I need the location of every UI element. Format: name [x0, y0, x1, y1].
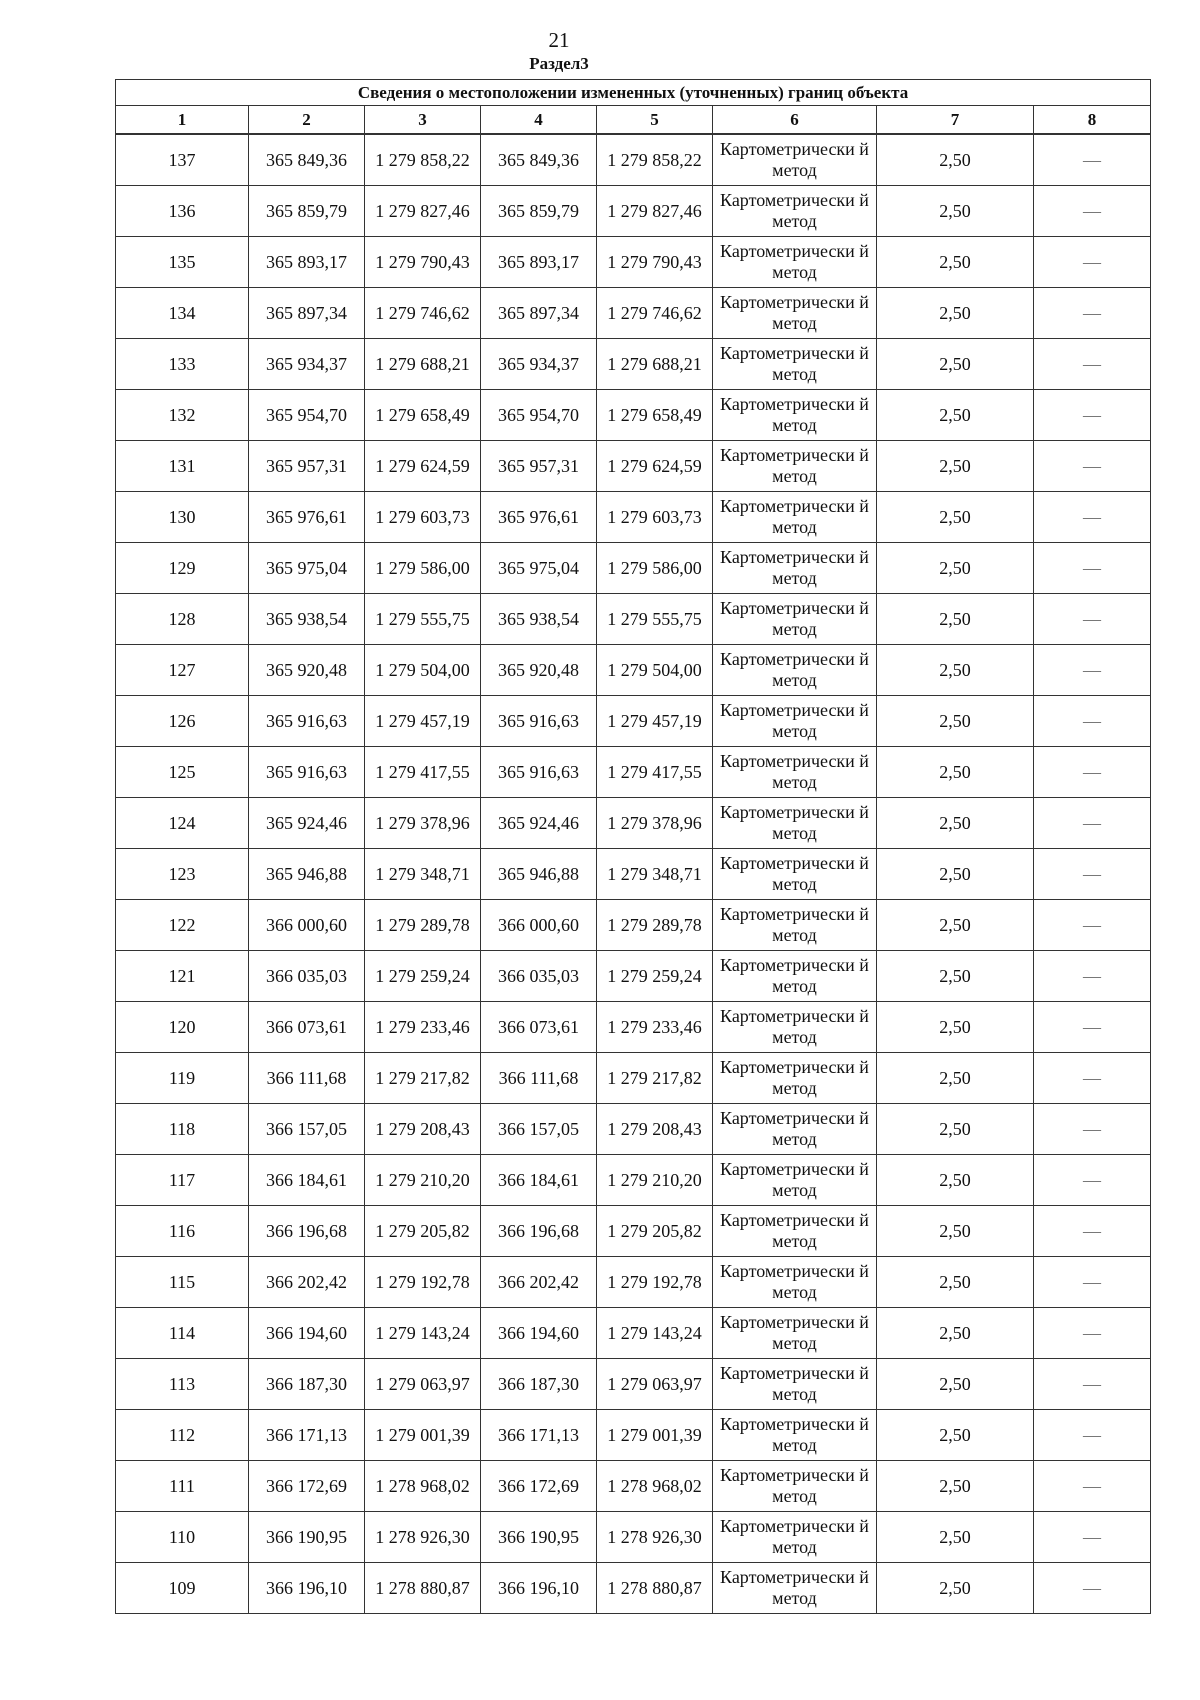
column-number: 8 [1034, 106, 1151, 135]
y-old-cell: 1 279 688,21 [365, 339, 481, 390]
table-row [116, 1002, 1151, 1053]
x-old-cell: 365 938,54 [249, 594, 365, 645]
y-new-cell: 1 279 378,96 [597, 798, 713, 849]
precision-cell: 2,50 [877, 390, 1034, 441]
method-cell: Картометрически й метод [713, 339, 877, 390]
description-cell: — [1034, 441, 1151, 492]
method-cell: Картометрически й метод [713, 1461, 877, 1512]
y-new-cell: 1 279 658,49 [597, 390, 713, 441]
y-new-cell: 1 279 208,43 [597, 1104, 713, 1155]
column-number: 3 [365, 106, 481, 135]
x-new-cell: 366 157,05 [481, 1104, 597, 1155]
description-cell: — [1034, 543, 1151, 594]
method-cell: Картометрически й метод [713, 849, 877, 900]
y-old-cell: 1 279 217,82 [365, 1053, 481, 1104]
column-number: 4 [481, 106, 597, 135]
x-new-cell: 366 196,68 [481, 1206, 597, 1257]
x-old-cell: 366 190,95 [249, 1512, 365, 1563]
description-cell: — [1034, 1563, 1151, 1614]
column-number: 6 [713, 106, 877, 135]
x-new-cell: 366 184,61 [481, 1155, 597, 1206]
x-old-cell: 366 202,42 [249, 1257, 365, 1308]
y-old-cell: 1 279 790,43 [365, 237, 481, 288]
method-cell: Картометрически й метод [713, 492, 877, 543]
precision-cell: 2,50 [877, 1410, 1034, 1461]
precision-cell: 2,50 [877, 900, 1034, 951]
point-number-cell: 126 [116, 696, 249, 747]
description-cell: — [1034, 390, 1151, 441]
column-number: 5 [597, 106, 713, 135]
x-new-cell: 366 190,95 [481, 1512, 597, 1563]
method-cell: Картометрически й метод [713, 237, 877, 288]
table-row [116, 1512, 1151, 1563]
point-number-cell: 127 [116, 645, 249, 696]
precision-cell: 2,50 [877, 1359, 1034, 1410]
x-new-cell: 366 172,69 [481, 1461, 597, 1512]
x-new-cell: 365 924,46 [481, 798, 597, 849]
method-cell: Картометрически й метод [713, 747, 877, 798]
method-cell: Картометрически й метод [713, 186, 877, 237]
table-row [116, 1563, 1151, 1614]
y-new-cell: 1 278 926,30 [597, 1512, 713, 1563]
table-row [116, 390, 1151, 441]
x-new-cell: 365 859,79 [481, 186, 597, 237]
x-old-cell: 366 194,60 [249, 1308, 365, 1359]
x-new-cell: 365 897,34 [481, 288, 597, 339]
y-old-cell: 1 279 259,24 [365, 951, 481, 1002]
x-old-cell: 365 924,46 [249, 798, 365, 849]
y-old-cell: 1 279 233,46 [365, 1002, 481, 1053]
point-number-cell: 110 [116, 1512, 249, 1563]
method-cell: Картометрически й метод [713, 1410, 877, 1461]
y-new-cell: 1 279 688,21 [597, 339, 713, 390]
table-row [116, 798, 1151, 849]
table-row [116, 288, 1151, 339]
point-number-cell: 118 [116, 1104, 249, 1155]
y-new-cell: 1 279 417,55 [597, 747, 713, 798]
method-cell: Картометрически й метод [713, 798, 877, 849]
precision-cell: 2,50 [877, 186, 1034, 237]
point-number-cell: 115 [116, 1257, 249, 1308]
y-old-cell: 1 279 417,55 [365, 747, 481, 798]
y-old-cell: 1 279 658,49 [365, 390, 481, 441]
method-cell: Картометрически й метод [713, 1359, 877, 1410]
precision-cell: 2,50 [877, 1563, 1034, 1614]
description-cell: — [1034, 288, 1151, 339]
description-cell: — [1034, 1308, 1151, 1359]
method-cell: Картометрически й метод [713, 288, 877, 339]
y-new-cell: 1 279 457,19 [597, 696, 713, 747]
method-cell: Картометрически й метод [713, 1308, 877, 1359]
y-new-cell: 1 279 217,82 [597, 1053, 713, 1104]
x-old-cell: 366 111,68 [249, 1053, 365, 1104]
column-number: 2 [249, 106, 365, 135]
x-new-cell: 365 976,61 [481, 492, 597, 543]
method-cell: Картометрически й метод [713, 1257, 877, 1308]
y-new-cell: 1 279 858,22 [597, 134, 713, 186]
x-new-cell: 366 187,30 [481, 1359, 597, 1410]
y-old-cell: 1 279 210,20 [365, 1155, 481, 1206]
x-old-cell: 366 196,68 [249, 1206, 365, 1257]
description-cell: — [1034, 1053, 1151, 1104]
table-row [116, 1104, 1151, 1155]
table-row [116, 594, 1151, 645]
y-old-cell: 1 279 063,97 [365, 1359, 481, 1410]
x-new-cell: 365 893,17 [481, 237, 597, 288]
x-new-cell: 366 000,60 [481, 900, 597, 951]
method-cell: Картометрически й метод [713, 1002, 877, 1053]
point-number-cell: 132 [116, 390, 249, 441]
x-new-cell: 365 916,63 [481, 696, 597, 747]
y-old-cell: 1 279 504,00 [365, 645, 481, 696]
y-new-cell: 1 279 603,73 [597, 492, 713, 543]
table-row [116, 849, 1151, 900]
table-row [116, 1410, 1151, 1461]
y-new-cell: 1 279 348,71 [597, 849, 713, 900]
x-old-cell: 365 893,17 [249, 237, 365, 288]
point-number-cell: 122 [116, 900, 249, 951]
point-number-cell: 120 [116, 1002, 249, 1053]
method-cell: Картометрически й метод [713, 1206, 877, 1257]
precision-cell: 2,50 [877, 543, 1034, 594]
column-number-row [116, 106, 1151, 135]
description-cell: — [1034, 849, 1151, 900]
y-old-cell: 1 279 378,96 [365, 798, 481, 849]
point-number-cell: 113 [116, 1359, 249, 1410]
point-number-cell: 117 [116, 1155, 249, 1206]
table-row [116, 900, 1151, 951]
y-old-cell: 1 279 746,62 [365, 288, 481, 339]
point-number-cell: 128 [116, 594, 249, 645]
y-old-cell: 1 279 289,78 [365, 900, 481, 951]
x-new-cell: 365 938,54 [481, 594, 597, 645]
precision-cell: 2,50 [877, 492, 1034, 543]
point-number-cell: 114 [116, 1308, 249, 1359]
point-number-cell: 124 [116, 798, 249, 849]
precision-cell: 2,50 [877, 951, 1034, 1002]
x-old-cell: 365 954,70 [249, 390, 365, 441]
x-old-cell: 366 000,60 [249, 900, 365, 951]
method-cell: Картометрически й метод [713, 1512, 877, 1563]
description-cell: — [1034, 1410, 1151, 1461]
description-cell: — [1034, 237, 1151, 288]
method-cell: Картометрически й метод [713, 441, 877, 492]
precision-cell: 2,50 [877, 645, 1034, 696]
precision-cell: 2,50 [877, 1461, 1034, 1512]
precision-cell: 2,50 [877, 594, 1034, 645]
x-new-cell: 366 194,60 [481, 1308, 597, 1359]
point-number-cell: 134 [116, 288, 249, 339]
x-old-cell: 365 859,79 [249, 186, 365, 237]
method-cell: Картометрически й метод [713, 951, 877, 1002]
description-cell: — [1034, 134, 1151, 186]
description-cell: — [1034, 594, 1151, 645]
table-row [116, 747, 1151, 798]
point-number-cell: 125 [116, 747, 249, 798]
point-number-cell: 135 [116, 237, 249, 288]
y-old-cell: 1 278 926,30 [365, 1512, 481, 1563]
x-old-cell: 365 976,61 [249, 492, 365, 543]
y-new-cell: 1 278 880,87 [597, 1563, 713, 1614]
point-number-cell: 121 [116, 951, 249, 1002]
x-old-cell: 365 849,36 [249, 134, 365, 186]
description-cell: — [1034, 492, 1151, 543]
method-cell: Картометрически й метод [713, 1104, 877, 1155]
table-row [116, 696, 1151, 747]
y-new-cell: 1 279 210,20 [597, 1155, 713, 1206]
point-number-cell: 123 [116, 849, 249, 900]
x-old-cell: 366 073,61 [249, 1002, 365, 1053]
x-new-cell: 366 196,10 [481, 1563, 597, 1614]
section-title: Раздел3 [529, 54, 589, 73]
precision-cell: 2,50 [877, 134, 1034, 186]
y-new-cell: 1 279 289,78 [597, 900, 713, 951]
y-old-cell: 1 279 348,71 [365, 849, 481, 900]
precision-cell: 2,50 [877, 441, 1034, 492]
y-old-cell: 1 279 208,43 [365, 1104, 481, 1155]
description-cell: — [1034, 186, 1151, 237]
x-new-cell: 365 920,48 [481, 645, 597, 696]
y-new-cell: 1 279 586,00 [597, 543, 713, 594]
description-cell: — [1034, 951, 1151, 1002]
x-old-cell: 366 171,13 [249, 1410, 365, 1461]
table-row [116, 186, 1151, 237]
description-cell: — [1034, 1002, 1151, 1053]
description-cell: — [1034, 696, 1151, 747]
method-cell: Картометрически й метод [713, 594, 877, 645]
x-old-cell: 365 920,48 [249, 645, 365, 696]
y-new-cell: 1 279 143,24 [597, 1308, 713, 1359]
y-old-cell: 1 279 205,82 [365, 1206, 481, 1257]
description-cell: — [1034, 1461, 1151, 1512]
column-number: 7 [877, 106, 1034, 135]
y-new-cell: 1 279 746,62 [597, 288, 713, 339]
method-cell: Картометрически й метод [713, 390, 877, 441]
method-cell: Картометрически й метод [713, 1563, 877, 1614]
method-cell: Картометрически й метод [713, 645, 877, 696]
description-cell: — [1034, 1104, 1151, 1155]
table-row [116, 1257, 1151, 1308]
x-old-cell: 365 897,34 [249, 288, 365, 339]
table-row [116, 543, 1151, 594]
description-cell: — [1034, 1206, 1151, 1257]
y-old-cell: 1 279 624,59 [365, 441, 481, 492]
y-new-cell: 1 279 624,59 [597, 441, 713, 492]
table-row [116, 441, 1151, 492]
y-old-cell: 1 279 555,75 [365, 594, 481, 645]
x-old-cell: 366 187,30 [249, 1359, 365, 1410]
x-new-cell: 365 849,36 [481, 134, 597, 186]
table-row [116, 1308, 1151, 1359]
x-old-cell: 365 916,63 [249, 696, 365, 747]
point-number-cell: 111 [116, 1461, 249, 1512]
x-new-cell: 365 934,37 [481, 339, 597, 390]
point-number-cell: 136 [116, 186, 249, 237]
x-new-cell: 365 916,63 [481, 747, 597, 798]
point-number-cell: 131 [116, 441, 249, 492]
table-row [116, 951, 1151, 1002]
description-cell: — [1034, 747, 1151, 798]
precision-cell: 2,50 [877, 1002, 1034, 1053]
precision-cell: 2,50 [877, 696, 1034, 747]
y-new-cell: 1 279 827,46 [597, 186, 713, 237]
precision-cell: 2,50 [877, 1308, 1034, 1359]
table-row [116, 1155, 1151, 1206]
y-new-cell: 1 279 504,00 [597, 645, 713, 696]
precision-cell: 2,50 [877, 1104, 1034, 1155]
precision-cell: 2,50 [877, 798, 1034, 849]
point-number-cell: 129 [116, 543, 249, 594]
table-row [116, 645, 1151, 696]
precision-cell: 2,50 [877, 1053, 1034, 1104]
point-number-cell: 119 [116, 1053, 249, 1104]
x-new-cell: 366 171,13 [481, 1410, 597, 1461]
y-old-cell: 1 278 880,87 [365, 1563, 481, 1614]
precision-cell: 2,50 [877, 1206, 1034, 1257]
precision-cell: 2,50 [877, 1512, 1034, 1563]
point-number-cell: 133 [116, 339, 249, 390]
x-old-cell: 366 196,10 [249, 1563, 365, 1614]
description-cell: — [1034, 339, 1151, 390]
y-old-cell: 1 278 968,02 [365, 1461, 481, 1512]
y-new-cell: 1 278 968,02 [597, 1461, 713, 1512]
description-cell: — [1034, 798, 1151, 849]
table-row [116, 339, 1151, 390]
description-cell: — [1034, 1512, 1151, 1563]
description-cell: — [1034, 645, 1151, 696]
y-old-cell: 1 279 827,46 [365, 186, 481, 237]
point-number-cell: 116 [116, 1206, 249, 1257]
y-new-cell: 1 279 205,82 [597, 1206, 713, 1257]
x-new-cell: 366 035,03 [481, 951, 597, 1002]
y-old-cell: 1 279 586,00 [365, 543, 481, 594]
method-cell: Картометрически й метод [713, 696, 877, 747]
x-old-cell: 366 035,03 [249, 951, 365, 1002]
table-row [116, 134, 1151, 186]
description-cell: — [1034, 1257, 1151, 1308]
y-new-cell: 1 279 192,78 [597, 1257, 713, 1308]
x-new-cell: 366 073,61 [481, 1002, 597, 1053]
boundary-coordinates-table [115, 79, 1151, 1614]
x-new-cell: 365 957,31 [481, 441, 597, 492]
y-old-cell: 1 279 457,19 [365, 696, 481, 747]
x-old-cell: 365 957,31 [249, 441, 365, 492]
y-old-cell: 1 279 001,39 [365, 1410, 481, 1461]
table-caption: Сведения о местоположении измененных (уточненных) границ объекта [116, 80, 1151, 106]
column-number: 1 [116, 106, 249, 135]
point-number-cell: 112 [116, 1410, 249, 1461]
y-old-cell: 1 279 192,78 [365, 1257, 481, 1308]
precision-cell: 2,50 [877, 1155, 1034, 1206]
x-old-cell: 365 975,04 [249, 543, 365, 594]
y-new-cell: 1 279 790,43 [597, 237, 713, 288]
description-cell: — [1034, 1359, 1151, 1410]
y-new-cell: 1 279 555,75 [597, 594, 713, 645]
point-number-cell: 109 [116, 1563, 249, 1614]
method-cell: Картометрически й метод [713, 134, 877, 186]
x-new-cell: 365 946,88 [481, 849, 597, 900]
precision-cell: 2,50 [877, 339, 1034, 390]
x-new-cell: 365 975,04 [481, 543, 597, 594]
x-old-cell: 365 934,37 [249, 339, 365, 390]
x-old-cell: 365 946,88 [249, 849, 365, 900]
table-row [116, 492, 1151, 543]
table-row [116, 1461, 1151, 1512]
x-old-cell: 366 184,61 [249, 1155, 365, 1206]
x-old-cell: 366 157,05 [249, 1104, 365, 1155]
point-number-cell: 137 [116, 134, 249, 186]
x-new-cell: 366 111,68 [481, 1053, 597, 1104]
x-old-cell: 366 172,69 [249, 1461, 365, 1512]
x-new-cell: 365 954,70 [481, 390, 597, 441]
method-cell: Картометрически й метод [713, 900, 877, 951]
table-row [116, 1359, 1151, 1410]
method-cell: Картометрически й метод [713, 543, 877, 594]
precision-cell: 2,50 [877, 237, 1034, 288]
y-old-cell: 1 279 603,73 [365, 492, 481, 543]
precision-cell: 2,50 [877, 1257, 1034, 1308]
description-cell: — [1034, 1155, 1151, 1206]
precision-cell: 2,50 [877, 288, 1034, 339]
x-old-cell: 365 916,63 [249, 747, 365, 798]
point-number-cell: 130 [116, 492, 249, 543]
y-old-cell: 1 279 858,22 [365, 134, 481, 186]
y-old-cell: 1 279 143,24 [365, 1308, 481, 1359]
table-row [116, 1053, 1151, 1104]
method-cell: Картометрически й метод [713, 1155, 877, 1206]
y-new-cell: 1 279 001,39 [597, 1410, 713, 1461]
x-new-cell: 366 202,42 [481, 1257, 597, 1308]
method-cell: Картометрически й метод [713, 1053, 877, 1104]
precision-cell: 2,50 [877, 849, 1034, 900]
description-cell: — [1034, 900, 1151, 951]
page-number: 21 [548, 28, 570, 52]
table-row [116, 1206, 1151, 1257]
table-row [116, 237, 1151, 288]
y-new-cell: 1 279 233,46 [597, 1002, 713, 1053]
y-new-cell: 1 279 063,97 [597, 1359, 713, 1410]
precision-cell: 2,50 [877, 747, 1034, 798]
y-new-cell: 1 279 259,24 [597, 951, 713, 1002]
